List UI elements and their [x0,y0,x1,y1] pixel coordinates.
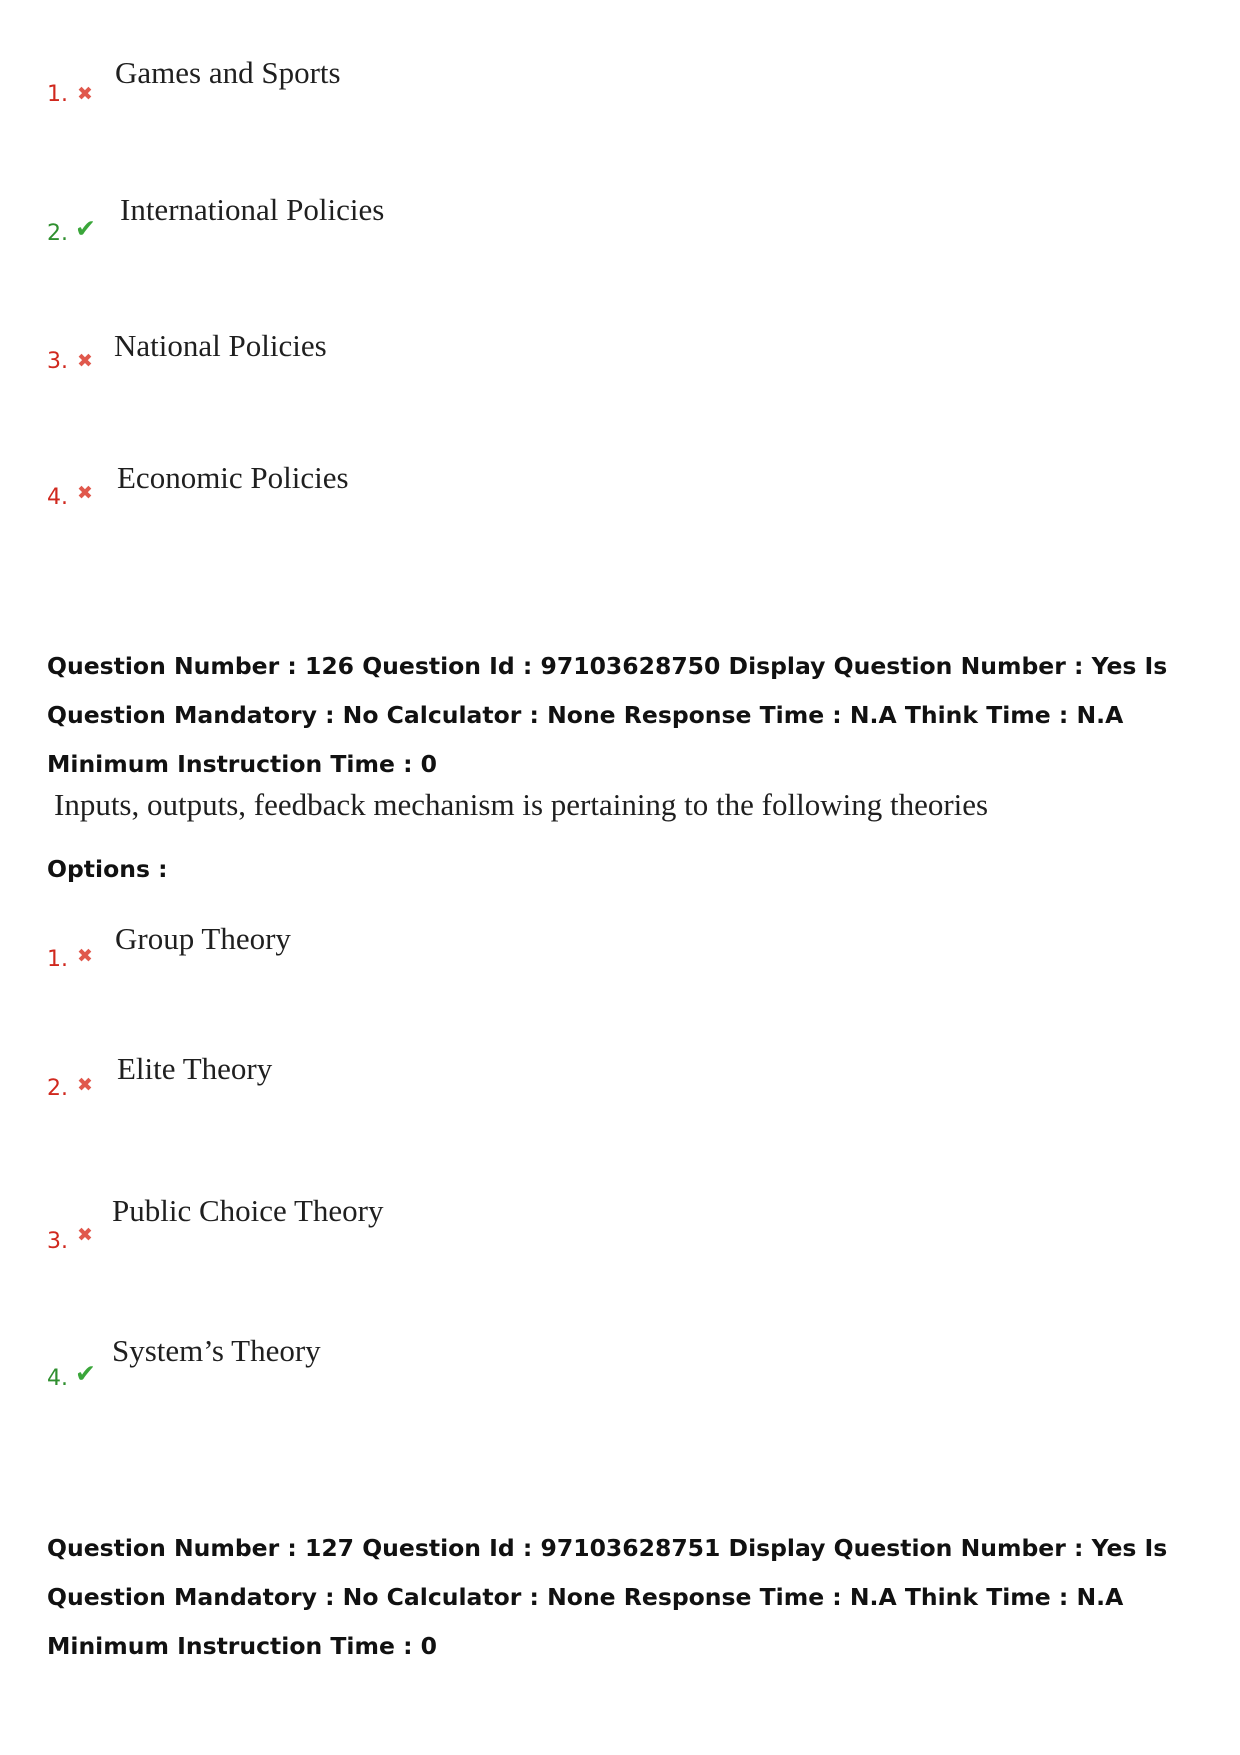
option-text: Group Theory [115,921,291,956]
option-text: Public Choice Theory [112,1193,384,1228]
cross-icon: ✖ [77,1074,93,1096]
option-number: 1. [47,947,68,972]
cross-icon: ✖ [77,945,93,967]
option-number: 4. [47,1366,68,1391]
option-number: 4. [47,485,68,510]
option-text: Games and Sports [115,55,341,90]
option-number: 2. [47,1076,68,1101]
check-icon: ✔ [75,214,96,243]
option-number: 2. [47,221,68,246]
cross-icon: ✖ [77,83,93,105]
check-icon: ✔ [75,1359,96,1388]
option-text: Economic Policies [117,460,349,495]
option-text: Elite Theory [117,1051,273,1086]
cross-icon: ✖ [77,1224,93,1246]
option-number: 1. [47,82,68,107]
option-text: System’s Theory [112,1333,321,1368]
option-number: 3. [47,1229,68,1254]
cross-icon: ✖ [77,482,93,504]
option-number: 3. [47,349,68,374]
option-text: International Policies [120,192,385,227]
question-text: Inputs, outputs, feedback mechanism is pertaining to the following theories [54,787,989,822]
question-metadata: Question Number : 126 Question Id : 97103628750 Display Question Number : Yes Is Question Mandatory : No Calculator : None Response Time : N.A Think Time : N.A Minimum Instruction Time : 0 [47,652,1168,778]
cross-icon: ✖ [77,350,93,372]
option-text: National Policies [114,328,327,363]
question-metadata: Question Number : 127 Question Id : 97103628751 Display Question Number : Yes Is Question Mandatory : No Calculator : None Response Time : N.A Think Time : N.A Minimum Instruction Time : 0 [47,1534,1168,1660]
options-label: Options : [47,855,168,883]
